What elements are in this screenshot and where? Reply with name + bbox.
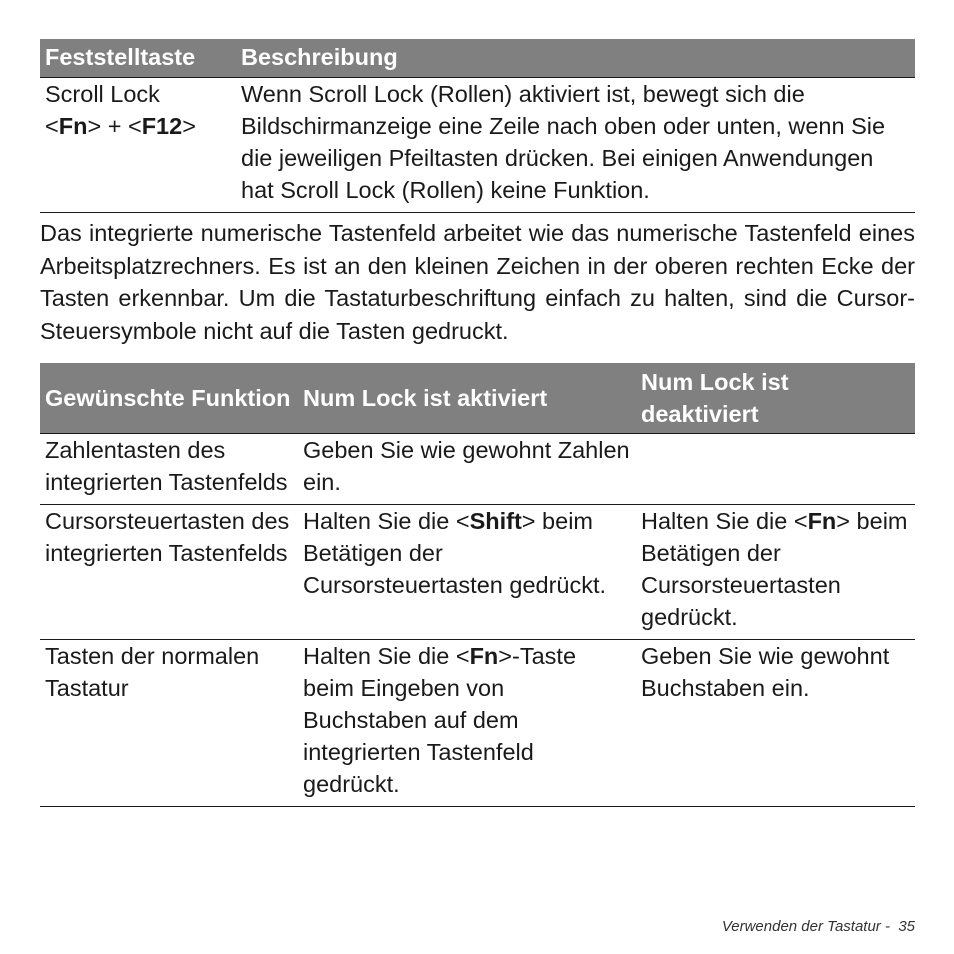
numlock-on-cell: Halten Sie die <Shift> beim Betätigen der Cursorsteuertasten gedrückt. <box>303 508 607 598</box>
numlock-off-cell: Geben Sie wie gewohnt Buchstaben ein. <box>641 643 890 701</box>
column-header: Num Lock ist aktiviert <box>298 363 636 434</box>
table-header-row <box>40 39 915 78</box>
table-row <box>40 505 915 640</box>
body-paragraph: Das integrierte numerische Tastenfeld arbeitet wie das numerische Tastenfeld eines Arbeitsplatzrechners. Es ist an den kleinen Zeichen in der oberen rechten Ecke der Tasten erkennbar. Um die Tastaturbeschriftung einfach zu halten, sind die Cursor-Steuersymbole nicht auf die Tasten gedruckt. <box>40 220 915 344</box>
column-header: Num Lock ist deaktiviert <box>636 363 915 434</box>
key-combo-plus: > + < <box>87 113 142 139</box>
column-header: Feststelltaste <box>40 39 236 78</box>
numlock-off-cell <box>636 434 915 505</box>
table-row <box>40 434 915 505</box>
fn-key-label: Fn <box>469 643 499 669</box>
numlock-table <box>40 363 915 807</box>
column-header: Gewünschte Funktion <box>40 363 298 434</box>
fn-key-label: Fn <box>58 113 88 139</box>
table-row <box>40 640 915 807</box>
shift-key-label: Shift <box>469 508 522 534</box>
numlock-on-cell: Halten Sie die <Fn>-Taste beim Eingeben von Buchstaben auf dem integrierten Tastenfeld gedrückt. <box>303 643 577 797</box>
page-footer <box>722 918 915 935</box>
function-cell: Zahlentasten des integrierten Tastenfelds <box>45 437 288 495</box>
table-header-row <box>40 363 915 434</box>
table-row <box>40 78 915 213</box>
page-number: 35 <box>898 918 915 935</box>
description-cell: Wenn Scroll Lock (Rollen) aktiviert ist, bewegt sich die Bildschirmanzeige eine Zeile nach oben oder unten, wenn Sie die jeweiligen Pfeiltasten drücken. Bei einigen Anwendungen hat Scroll Lock (Rollen) keine Funktion. <box>241 81 886 203</box>
numlock-off-cell: Halten Sie die <Fn> beim Betätigen der Cursorsteuertasten gedrückt. <box>641 508 908 630</box>
key-cell: Scroll Lock <Fn> + <F12> <box>45 81 196 139</box>
column-header: Beschreibung <box>236 39 915 78</box>
footer-section-title: Verwenden der Tastatur - <box>721 918 890 935</box>
numlock-on-cell: Geben Sie wie gewohnt Zahlen ein. <box>303 437 630 495</box>
fn-key-label: Fn <box>807 508 837 534</box>
lock-key-table <box>40 39 915 213</box>
function-cell: Tasten der normalen Tastatur <box>45 643 260 701</box>
key-name: Scroll Lock <box>45 81 160 107</box>
function-cell: Cursorsteuertasten des integrierten Tastenfelds <box>45 508 290 566</box>
page-content <box>40 39 915 807</box>
f12-key-label: F12 <box>141 113 183 139</box>
